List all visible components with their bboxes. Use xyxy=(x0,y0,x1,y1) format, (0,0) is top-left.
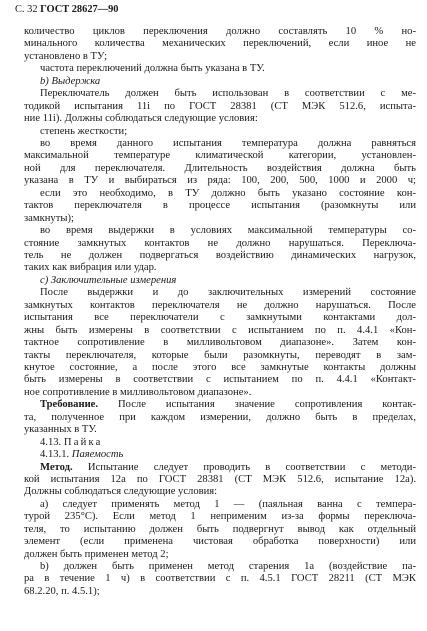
text-line: ра в течение 1 ч) в соответствии с п. 4.5.1 ГОСТ 28211 (СТ МЭК xyxy=(24,573,416,585)
text-line: количество циклов переключения должно составлять 10 % но- xyxy=(24,26,416,37)
text-line: тель не должен подвергаться воздействию динамических нагрузок, xyxy=(24,249,416,261)
line-rest: После испытания значение сопротивления контак- xyxy=(98,399,416,411)
text-line: 68.2.20, п. 4.5.1); xyxy=(24,585,100,597)
text-line: b) Выдержка xyxy=(40,75,101,87)
text-line: таких как вибрация или удар. xyxy=(24,262,157,274)
text-line: а) следует применять метод 1 — (паяльная ванна с темпера- xyxy=(40,498,416,510)
text-line: ной для переключателя. Длительность воздействия должна быть xyxy=(24,162,416,174)
text-line xyxy=(24,399,416,411)
text-line: тодикой испытания 11i по ГОСТ 28381 (СТ МЭК 512.6, испыта- xyxy=(24,100,416,112)
text-line: тактов переключателя в процессе испытания (разомкнуты или xyxy=(24,200,416,212)
text-line: элемент (если применена чистовая обработка поверхности) или xyxy=(24,536,416,548)
text-line: турой 235°С). Если метод 1 неприменим из-за формы переключа- xyxy=(24,511,416,523)
text-line: Должны соблюдаться следующие условия: xyxy=(24,486,218,498)
text-line: если это необходимо, в ТУ должно быть указано состояние кон- xyxy=(40,187,416,199)
text-line: минального количества механических переключений, если иное не xyxy=(24,38,416,50)
text-line: указана в ТУ и выбираться из ряда: 100, 200, 500, 1000 и 2000 ч; xyxy=(24,175,416,187)
text-line: ние 11i). Должны соблюдаться следующие условия: xyxy=(24,113,258,125)
text-line: та, полученное при каждом измерении, должно быть в пределах, xyxy=(24,411,416,423)
section-title: Пайка xyxy=(63,436,103,448)
subsection-number: 4.13.1. xyxy=(40,449,70,461)
text-line: должен быть применен метод 2; xyxy=(24,548,169,560)
text-line: частота переключений должна быть указана в ТУ. xyxy=(40,63,265,75)
text-line: c) Заключительные измерения xyxy=(40,274,177,286)
bold-lead: Метод. xyxy=(40,461,73,473)
text-line: стояние замкнутых контактов не должно нарушаться. Переключа- xyxy=(24,237,416,249)
page-number: С. 32 xyxy=(15,4,38,15)
text-line: b) должен быть применен метод старения 1а (воздействие па- xyxy=(40,561,416,573)
standard-code: ГОСТ 28627—90 xyxy=(40,4,119,15)
text-line: теля, то испытанию должен быть подвергнут вывод как отдельный xyxy=(24,523,416,535)
text-line: установлено в ТУ; xyxy=(24,50,108,62)
text-line: указанных в ТУ. xyxy=(24,424,97,436)
text-line: жны быть измерены в соответствии с испытанием по п. 4.4.1 «Кон- xyxy=(24,324,416,336)
text-line: кой испытания 12а по ГОСТ 28381 (СТ МЭК 512.6, испытание 12а). xyxy=(24,473,416,485)
text-line: во время выдержки в условиях максимальной температуры со- xyxy=(40,225,416,237)
page-header xyxy=(15,4,119,16)
text-line: такты переключателя, которые были разомкнуты, переводят в зам- xyxy=(24,349,416,361)
text-line: степень жесткости; xyxy=(40,125,128,137)
bold-lead: Требование. xyxy=(40,399,99,411)
text-line: испытания все переключатели с замкнутыми контактами дол- xyxy=(24,312,416,324)
text-line: ное сопротивление в милливольтовом диапазоне». xyxy=(24,386,252,398)
text-line: быть измерены в соответствии с испытанием по п. 4.4.1 «Контакт- xyxy=(24,374,416,386)
body-text xyxy=(24,26,416,598)
text-line: После выдержки и до заключительных измерений состояние xyxy=(40,287,416,299)
section-heading xyxy=(24,437,416,449)
text-line: замкнутых контактов переключателя не должно нарушаться. После xyxy=(24,299,416,311)
subsection-heading xyxy=(24,449,416,461)
text-line: замкнуты); xyxy=(24,212,74,224)
text-line: кнутое состояние, а после этого все замкнутые контакты должны xyxy=(24,361,416,373)
subsection-title: Паяемость xyxy=(71,449,124,461)
text-line: Переключатель должен быть использован в соответствии с ме- xyxy=(40,88,416,100)
text-line: тактное сопротивление в милливольтовом диапазоне». Затем кон- xyxy=(24,337,416,349)
line-rest: Испытание следует проводить в соответствии с методи- xyxy=(72,461,416,473)
section-number: 4.13. xyxy=(40,436,64,448)
text-line: максимальной температуре климатической категории, установлен- xyxy=(24,150,416,162)
text-line xyxy=(24,462,416,474)
text-line: во время данного испытания температура должна равняться xyxy=(40,138,416,150)
